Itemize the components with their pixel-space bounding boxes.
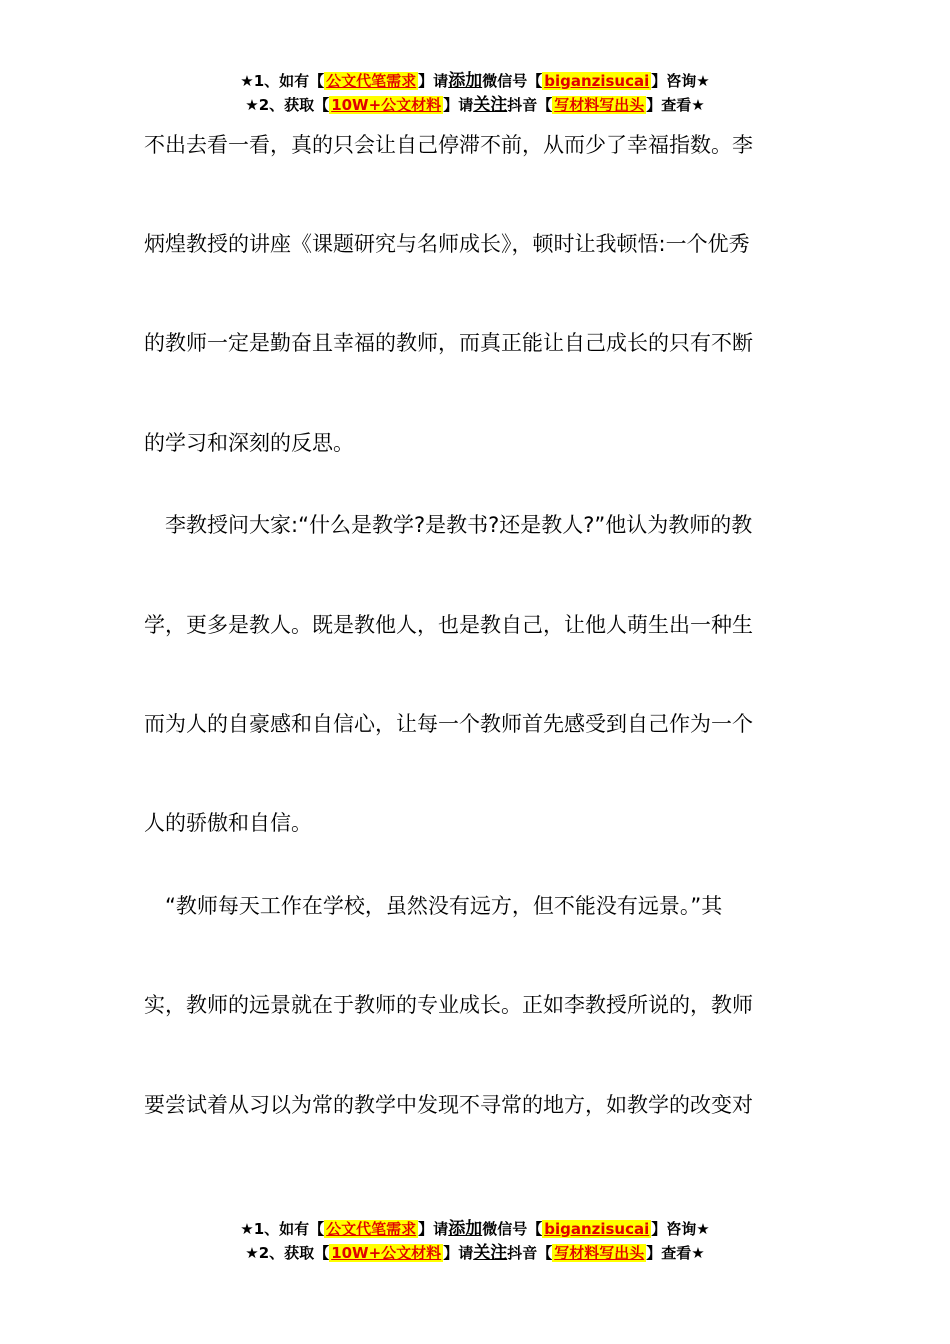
footer-line2-highlight-account: 写材料写出头: [554, 1244, 645, 1262]
footer-line1-mid1: 】请: [418, 1220, 449, 1238]
header-line1-emphasis: 添加: [448, 71, 483, 91]
footer-line2-mid1: 】请: [443, 1244, 474, 1262]
body-line: 人的骄傲和自信。: [144, 811, 312, 835]
body-line: 炳煌教授的讲座《课题研究与名师成长》，顿时让我顿悟:一个优秀: [144, 232, 750, 256]
body-line: 而为人的自豪感和自信心，让每一个教师首先感受到自己作为一个: [144, 712, 753, 736]
footer-line1-mid2: 微信号【: [482, 1220, 543, 1238]
footer-line1-suffix: 】咨询★: [651, 1220, 710, 1238]
header-line2-highlight-account: 写材料写出头: [554, 96, 645, 114]
footer-line1-emphasis: 添加: [448, 1219, 483, 1239]
header-line1-mid1: 】请: [418, 72, 449, 90]
header-banner-line-2: [0, 93, 950, 117]
header-line2-prefix: ★2、获取【: [245, 96, 330, 114]
footer-line2-suffix: 】查看★: [646, 1244, 705, 1262]
footer-line2-prefix: ★2、获取【: [245, 1244, 330, 1262]
body-line: 的学习和深刻的反思。: [144, 431, 354, 455]
footer-line2-emphasis: 关注: [473, 1243, 508, 1263]
header-line1-mid2: 微信号【: [482, 72, 543, 90]
footer-banner-line-2: [0, 1241, 950, 1265]
footer-line2-highlight-materials: 10W+公文材料: [331, 1244, 442, 1262]
body-line: 实，教师的远景就在于教师的专业成长。正如李教授所说的，教师: [144, 993, 753, 1017]
header-line2-suffix: 】查看★: [646, 96, 705, 114]
header-line2-highlight-materials: 10W+公文材料: [331, 96, 442, 114]
header-line1-suffix: 】咨询★: [651, 72, 710, 90]
header-line1-highlight-wechat-id: biganzisucai: [544, 72, 650, 90]
body-line: “教师每天工作在学校，虽然没有远方，但不能没有远景。”其: [144, 894, 723, 918]
footer-line1-highlight-wechat-id: biganzisucai: [544, 1220, 650, 1238]
body-line: 不出去看一看，真的只会让自己停滞不前，从而少了幸福指数。李: [144, 133, 753, 157]
header-line2-emphasis: 关注: [473, 95, 508, 115]
header-line1-highlight-service: 公文代笔需求: [326, 72, 417, 90]
header-line2-mid2: 抖音【: [507, 96, 553, 114]
body-line: 的教师一定是勤奋且幸福的教师，而真正能让自己成长的只有不断: [144, 331, 753, 355]
header-banner-line-1: [0, 69, 950, 93]
footer-banner: [0, 1217, 950, 1265]
header-banner: [0, 69, 950, 117]
footer-line1-highlight-service: 公文代笔需求: [326, 1220, 417, 1238]
header-line1-prefix: ★1、如有【: [240, 72, 325, 90]
header-line2-mid1: 】请: [443, 96, 474, 114]
body-line: 李教授问大家:“什么是教学?是教书?还是教人?”他认为教师的教: [144, 513, 753, 537]
body-line: 要尝试着从习以为常的教学中发现不寻常的地方，如教学的改变对: [144, 1093, 753, 1117]
body-line: 学，更多是教人。既是教他人，也是教自己，让他人萌生出一种生: [144, 613, 753, 637]
footer-line2-mid2: 抖音【: [507, 1244, 553, 1262]
footer-line1-prefix: ★1、如有【: [240, 1220, 325, 1238]
footer-banner-line-1: [0, 1217, 950, 1241]
